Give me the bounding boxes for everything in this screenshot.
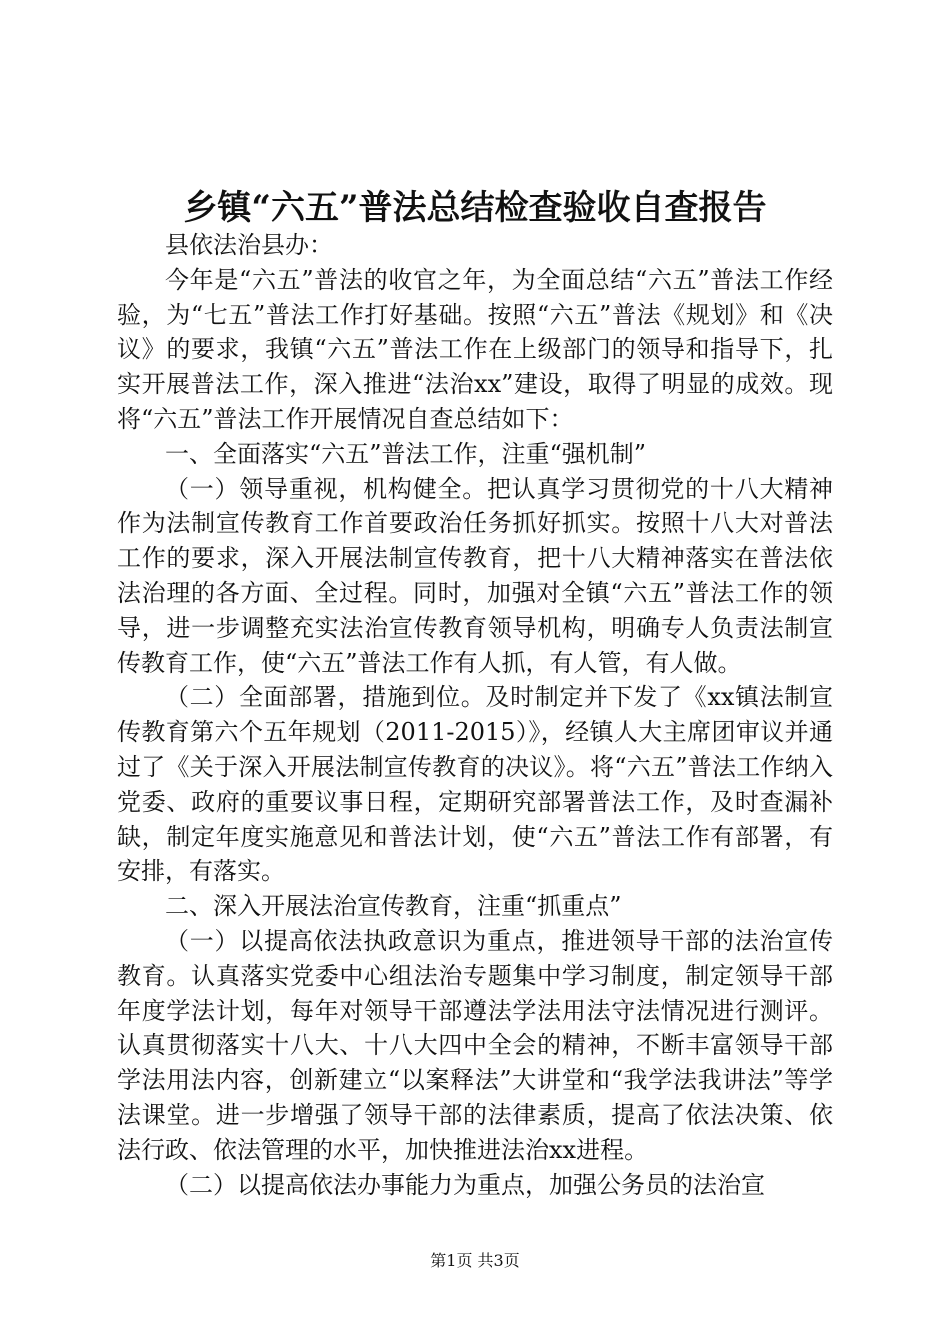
paragraph-intro: 今年是“六五”普法的收官之年，为全面总结“六五”普法工作经验，为“七五”普法工作打好基础。按照“六五”普法《规划》和《决议》的要求，我镇“六五”普法工作在上级部门的领导和指导下，扎实开展普法工作，深入推进“法治xx”建设，取得了明显的成效。现将“六五”普法工作开展情况自查总结如下： (117, 265, 833, 433)
page-number-footer: 第1页 共3页 (430, 1251, 520, 1270)
section-heading-2: 二、深入开展法治宣传教育，注重“抓重点” (165, 892, 622, 921)
paragraph-1-1: （一）领导重视，机构健全。把认真学习贯彻党的十八大精神作为法制宣传教育工作首要政治任务抓好抓实。按照十八大对普法工作的要求，深入开展法制宣传教育，把十八大精神落实在普法依法治理的各方面、全过程。同时，加强对全镇“六五”普法工作的领导，进一步调整充实法治宣传教育领导机构，明确专人负责法制宣传教育工作，使“六五”普法工作有人抓，有人管，有人做。 (117, 474, 833, 677)
document-body (117, 228, 833, 1202)
paragraph-2-2: （二）以提高依法办事能力为重点，加强公务员的法治宣 (165, 1170, 765, 1199)
document-title: 乡镇“六五”普法总结检查验收自查报告 (183, 188, 767, 228)
salutation: 县依法治县办： (165, 231, 333, 259)
paragraph-1-2: （二）全面部署，措施到位。及时制定并下发了《xx镇法制宣传教育第六个五年规划（2011-2015）》，经镇人大主席团审议并通过了《关于深入开展法制宣传教育的决议》。将“六五”普法工作纳入党委、政府的重要议事日程，定期研究部署普法工作，及时查漏补缺，制定年度实施意见和普法计划，使“六五”普法工作有部署，有安排，有落实。 (117, 683, 833, 886)
paragraph-2-1: （一）以提高依法执政意识为重点，推进领导干部的法治宣传教育。认真落实党委中心组法治专题集中学习制度，制定领导干部年度学法计划，每年对领导干部遵法学法用法守法情况进行测评。认真贯彻落实十八大、十八大四中全会的精神，不断丰富领导干部学法用法内容，创新建立“以案释法”大讲堂和“我学法我讲法”等学法课堂。进一步增强了领导干部的法律素质，提高了依法决策、依法行政、依法管理的水平，加快推进法治xx进程。 (117, 926, 833, 1164)
section-heading-1: 一、全面落实“六五”普法工作，注重“强机制” (165, 439, 647, 468)
